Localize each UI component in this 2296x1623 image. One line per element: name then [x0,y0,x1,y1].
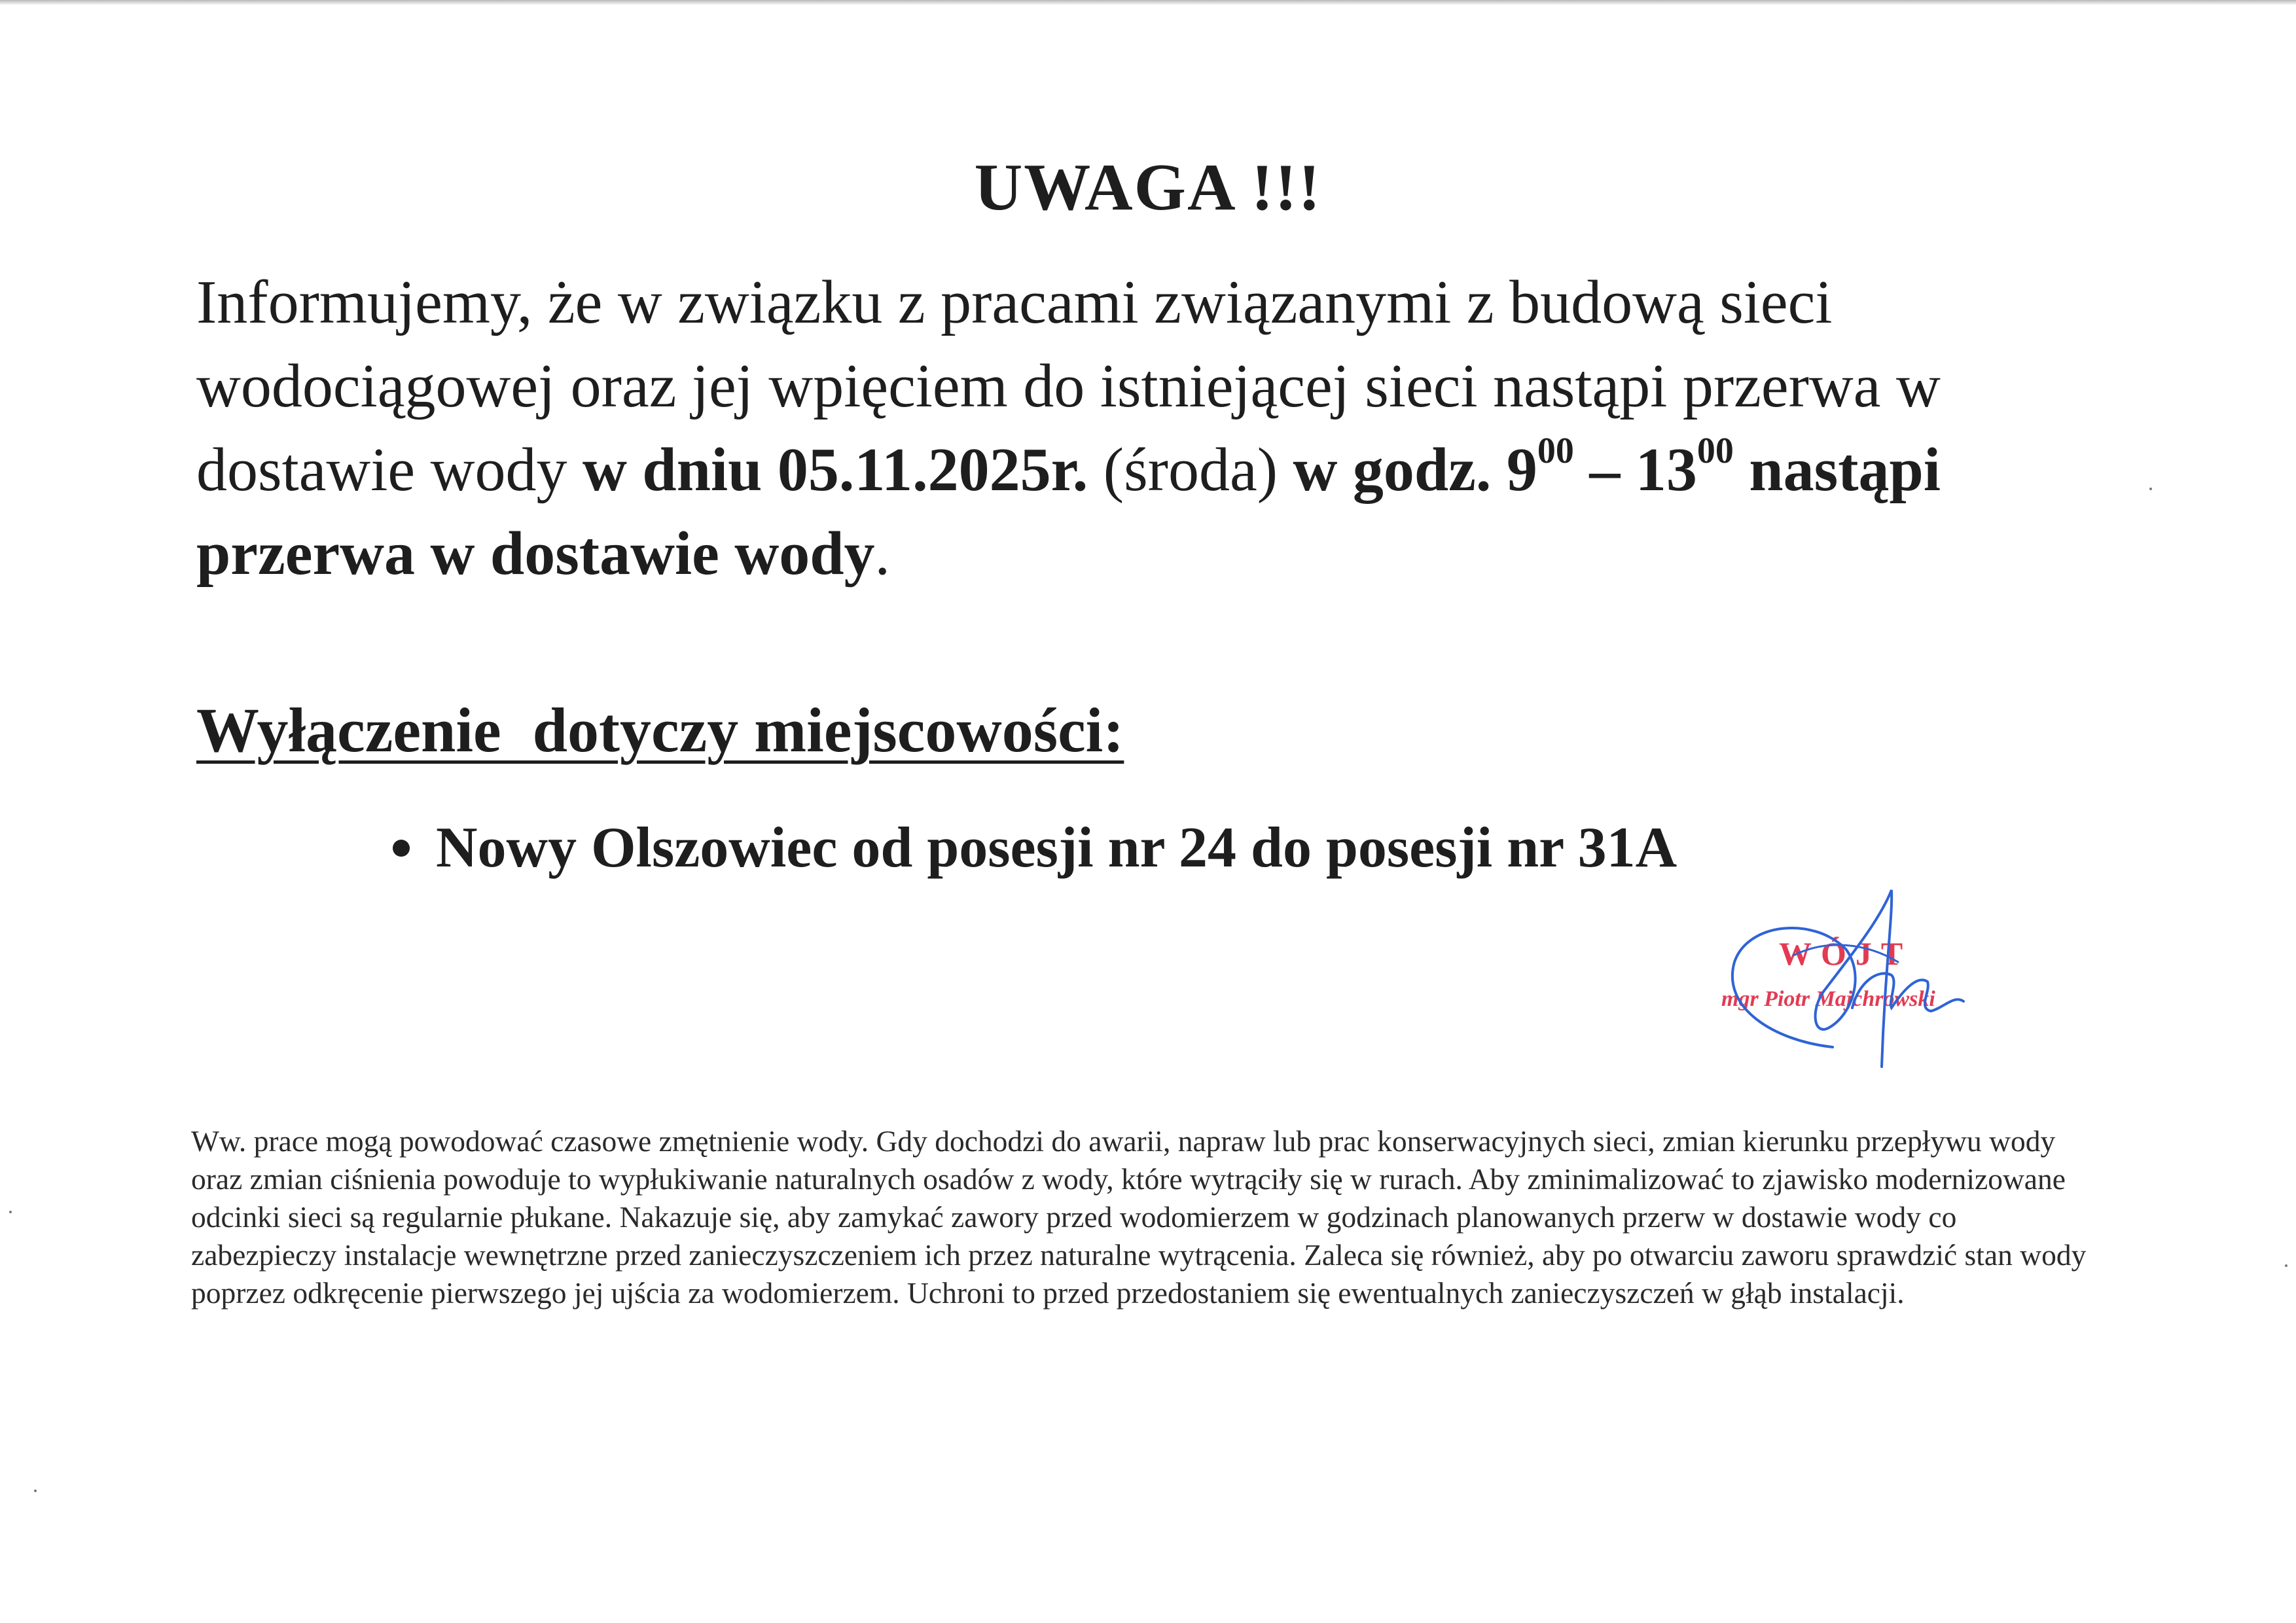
scan-speck [2149,488,2152,490]
locations-list [393,815,1677,881]
bullet-icon [393,840,410,857]
footnote-text: Ww. prace mogą powodować czasowe zmętnienie wody. Gdy dochodzi do awarii, napraw lub prac konserwacyjnych sieci, zmian kierunku przepływu wody oraz zmian ciśnienia powoduje to wypłukiwanie naturalnych osadów z wody, które wytrąciły się w rurach. Aby zminimalizować to zjawisko modernizowane odcinki sieci są regularnie płukane. Nakazuje się, aby zamykać zawory przed wodomierzem w godzinach planowanych przerw w dostawie wody co zabezpieczy instalacje wewnętrzne przed zanieczyszczeniem ich przez naturalne wytrącenia. Zaleca się również, aby po otwarciu zaworu sprawdzić stan wody poprzez odkręcenie pierwszego jej ujścia za wodomierzem. Uchroni to przed przedostaniem się ewentualnych zanieczyszczeń w głąb instalacji. [191,1124,2087,1310]
time-end-minutes: 00 [1696,431,1734,471]
scan-top-edge [0,0,2296,5]
time-start-minutes: 00 [1537,431,1574,471]
time-suffix: nastąpi przerwa w dostawie wody [196,436,1941,588]
scan-speck [9,1211,12,1213]
time-dash: – 13 [1573,436,1697,504]
stamp-title: WÓJT [1779,935,1912,972]
stamp-name: mgr Piotr Majchrowski [1721,987,1935,1011]
signature-icon [1695,877,2036,1073]
list-item [393,815,1677,881]
notice-intro [196,260,2134,596]
outage-weekday: (środa) [1088,436,1293,504]
outage-date: w dniu 05.11.2025r. [583,436,1088,504]
locations-heading: Wyłączenie dotyczy miejscowości: [196,695,1124,765]
intro-end: . [874,520,890,588]
official-stamp [1695,877,2036,1073]
scan-speck [34,1489,37,1492]
scan-speck [2285,1264,2287,1267]
location-text: Nowy Olszowiec od posesji nr 24 do posesji nr 31A [436,816,1677,880]
time-prefix: w godz. 9 [1293,436,1537,504]
notice-title: UWAGA !!! [974,151,1322,224]
intro-text: Informujemy, że w związku z pracami związanymi z budową sieci wodociągowej oraz jej wpięciem do istniejącej sieci nastąpi przerwa w dostawie wody [196,268,1941,504]
